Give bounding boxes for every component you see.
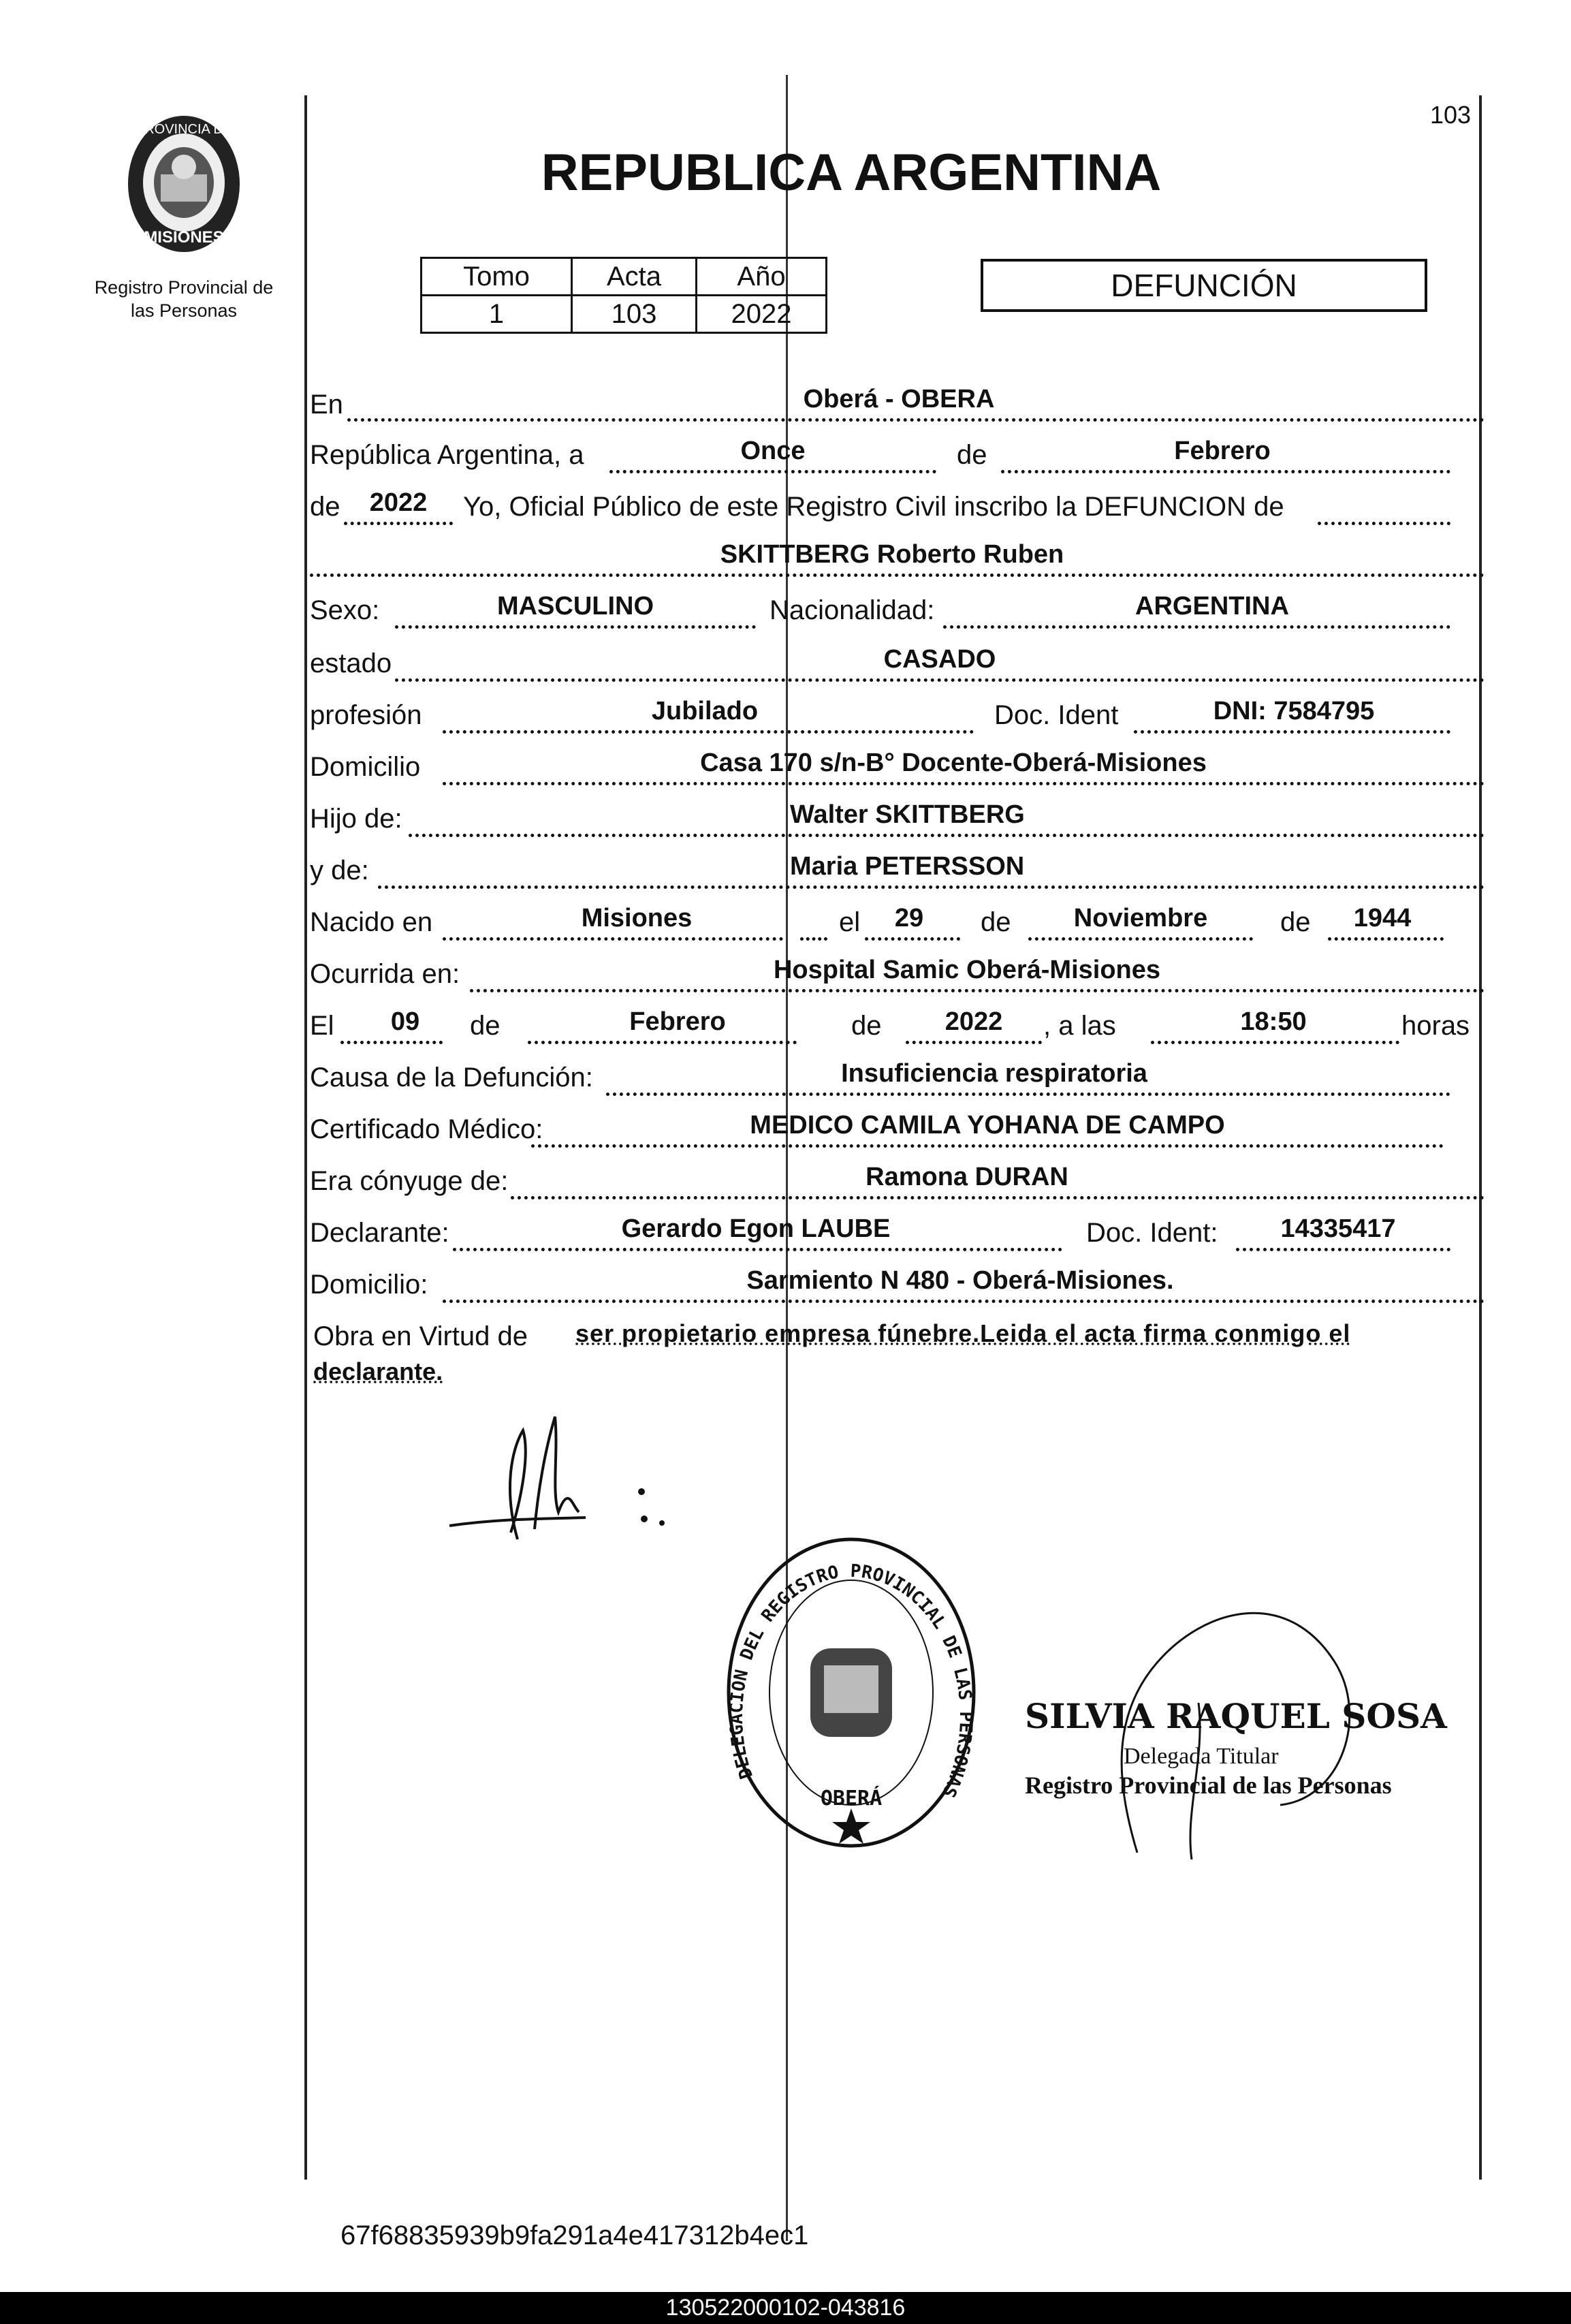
declarant-doc-dots <box>1236 1248 1450 1251</box>
sexo-label: Sexo: <box>310 595 380 625</box>
obra-label: Obra en Virtud de <box>313 1321 528 1351</box>
domicilio: Casa 170 s/n-B° Docente-Oberá-Misiones <box>700 749 1207 777</box>
document-type-box <box>981 259 1427 312</box>
day-dots <box>609 470 936 473</box>
declarante-dots <box>453 1248 1062 1251</box>
father: Walter SKITTBERG <box>790 800 1025 829</box>
month: Febrero <box>1174 437 1271 465</box>
official-office: Registro Provincial de las Personas <box>1025 1772 1392 1799</box>
declarant-doc: 14335417 <box>1280 1214 1396 1243</box>
ref-header-tomo: Tomo <box>422 258 572 296</box>
reference-table <box>420 257 827 334</box>
ocurrida-dots <box>470 989 1485 992</box>
death-time-dots <box>1151 1041 1399 1044</box>
cause: Insuficiencia respiratoria <box>841 1059 1147 1088</box>
obra-text-line1: ser propietario empresa fúnebre.Leida el acta firma conmigo el <box>575 1319 1351 1347</box>
hijo-dots <box>409 834 1485 837</box>
obra-text-line2: declarante. <box>313 1357 443 1385</box>
death-year: 2022 <box>945 1007 1003 1036</box>
birth-month: Noviembre <box>1073 904 1208 932</box>
de-label-3: de <box>981 907 1011 937</box>
svg-text:PROVINCIA DE: PROVINCIA DE <box>135 122 233 137</box>
estado: CASADO <box>883 645 996 674</box>
causa-dots <box>606 1093 1450 1096</box>
birth-day: 29 <box>894 904 924 932</box>
conyuge-label: Era cónyuge de: <box>310 1166 509 1196</box>
death-time: 18:50 <box>1240 1007 1307 1036</box>
page-number: 103 <box>1430 101 1472 129</box>
nacionalidad: ARGENTINA <box>1135 592 1289 621</box>
republica-label: República Argentina, a <box>310 440 584 470</box>
document-hash: 67f68835939b9fa291a4e417312b4ec1 <box>340 2220 809 2250</box>
doctor: MEDICO CAMILA YOHANA DE CAMPO <box>750 1111 1225 1140</box>
declarant: Gerardo Egon LAUBE <box>621 1214 891 1243</box>
year: 2022 <box>369 488 428 517</box>
ref-value-acta: 103 <box>572 296 697 333</box>
year-dots <box>344 522 453 525</box>
barcode-bar <box>0 2292 1571 2324</box>
deceased-name: SKITTBERG Roberto Ruben <box>720 540 1064 569</box>
doc-ident2-label: Doc. Ident: <box>1086 1218 1218 1248</box>
estado-label: estado <box>310 648 392 678</box>
svg-text:MISIONES: MISIONES <box>144 228 224 247</box>
page-title: REPUBLICA ARGENTINA <box>541 144 1162 202</box>
birth-month-dots <box>1028 937 1253 941</box>
causa-label: Causa de la Defunción: <box>310 1063 593 1093</box>
profesion-label: profesión <box>310 700 422 730</box>
profesion: Jubilado <box>651 697 759 725</box>
de-label-6: de <box>851 1011 882 1041</box>
right-margin-line <box>1479 95 1482 2180</box>
birth-place: Misiones <box>581 904 693 932</box>
province-emblem <box>109 109 259 259</box>
de-label-1: de <box>957 440 987 470</box>
alas-label: , a las <box>1043 1011 1116 1041</box>
death-month: Febrero <box>629 1007 726 1036</box>
ref-header-acta: Acta <box>572 258 697 296</box>
domicilio2-dots <box>443 1300 1485 1303</box>
place: Oberá - OBERA <box>803 385 995 413</box>
ref-value-anio: 2022 <box>697 296 827 333</box>
doc-ident: DNI: 7584795 <box>1213 697 1375 725</box>
certificado-label: Certificado Médico: <box>310 1114 543 1144</box>
death-day-dots <box>340 1041 443 1044</box>
month-dots <box>1001 470 1450 473</box>
estado-dots <box>395 678 1485 682</box>
svg-text:OBERÁ: OBERÁ <box>820 1787 883 1810</box>
ref-value-tomo: 1 <box>422 296 572 333</box>
document-type: DEFUNCIÓN <box>1111 268 1297 303</box>
el-dots <box>800 937 827 941</box>
el-cap-label: El <box>310 1011 334 1041</box>
en-label: En <box>310 390 343 420</box>
yde-label: y de: <box>310 855 369 885</box>
doc-ident-dots <box>1134 730 1450 734</box>
el-label: el <box>839 907 861 937</box>
birth-place-dots <box>443 937 783 941</box>
registry-caption-line1: Registro Provincial de <box>94 277 274 298</box>
certificado-dots <box>531 1144 1444 1148</box>
ref-header-anio: Año <box>697 258 827 296</box>
registry-caption-line2: las Personas <box>130 300 238 321</box>
de-label-5: de <box>470 1011 501 1041</box>
yde-dots <box>378 885 1485 889</box>
oficial-dots <box>1318 522 1450 525</box>
birth-year: 1944 <box>1353 904 1412 932</box>
de-label-2: de <box>310 492 340 522</box>
registry-caption <box>82 276 286 322</box>
death-day: 09 <box>390 1007 420 1036</box>
nacionalidad-label: Nacionalidad: <box>769 595 935 625</box>
doc-ident-label: Doc. Ident <box>994 700 1119 730</box>
declarant-address: Sarmiento N 480 - Oberá-Misiones. <box>746 1266 1174 1295</box>
day-words: Once <box>740 437 806 465</box>
en-dots <box>347 418 1485 422</box>
declarant-signature <box>436 1410 681 1546</box>
de-label-4: de <box>1280 907 1311 937</box>
ocurrida-label: Ocurrida en: <box>310 959 460 989</box>
oficial-text: Yo, Oficial Público de este Registro Civil inscribo la DEFUNCION de <box>463 492 1284 522</box>
birth-day-dots <box>865 937 960 941</box>
barcode-id: 130522000102-043816 <box>665 2295 906 2321</box>
conyuge-dots <box>511 1196 1485 1199</box>
horas-label: horas <box>1401 1011 1470 1041</box>
domicilio2-label: Domicilio: <box>310 1270 428 1300</box>
domicilio-dots <box>443 782 1485 785</box>
nacionalidad-dots <box>943 625 1450 629</box>
name-dots <box>310 574 1485 577</box>
sexo: MASCULINO <box>496 592 654 621</box>
left-margin-line <box>304 95 307 2180</box>
death-month-dots <box>528 1041 797 1044</box>
mother: Maria PETERSSON <box>790 852 1025 881</box>
nacido-label: Nacido en <box>310 907 433 937</box>
spouse: Ramona DURAN <box>866 1163 1068 1191</box>
hijo-label: Hijo de: <box>310 804 402 834</box>
official-role: Delegada Titular <box>1124 1744 1279 1769</box>
delegation-stamp <box>722 1533 981 1853</box>
domicilio-label: Domicilio <box>310 752 421 782</box>
svg-text:DELEGACION DEL REGISTRO PROVIN: DELEGACION DEL REGISTRO PROVINCIAL DE LAS PERSONAS <box>726 1560 977 1801</box>
death-year-dots <box>906 1041 1042 1044</box>
profesion-dots <box>443 730 974 734</box>
official-name: SILVIA RAQUEL SOSA <box>1025 1696 1447 1736</box>
sexo-dots <box>395 625 756 629</box>
death-place: Hospital Samic Oberá-Misiones <box>773 956 1161 984</box>
declarante-label: Declarante: <box>310 1218 449 1248</box>
birth-year-dots <box>1328 937 1444 941</box>
